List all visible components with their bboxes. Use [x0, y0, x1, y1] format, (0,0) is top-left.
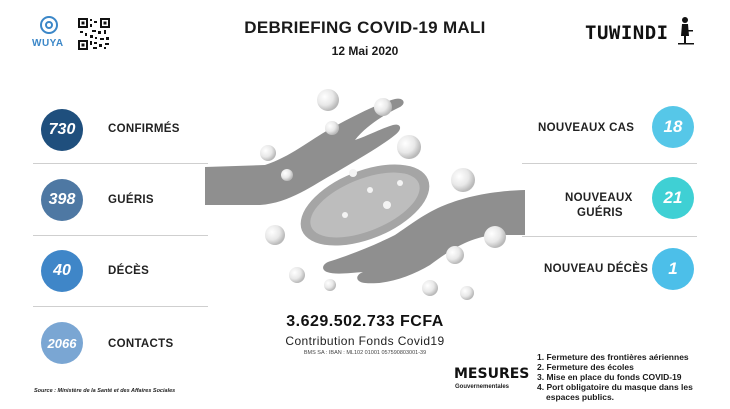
wuya-ring-icon [40, 16, 58, 34]
new-cases-count-badge: 18 [652, 106, 694, 148]
qr-code-icon [78, 18, 110, 50]
contacts-label: CONTACTS [108, 338, 174, 350]
new-recovered-count-badge: 21 [652, 177, 694, 219]
divider [33, 235, 208, 236]
mesures-subtitle: Gouvernementales [455, 384, 510, 390]
tuwindi-figure-icon [678, 16, 694, 46]
divider [33, 306, 208, 307]
wuya-logo-text: WUYA [32, 38, 64, 49]
fund-bank-details: BMS SA : IBAN : ML102 01001 057590803001-39 [303, 350, 427, 356]
deaths-label: DÉCÈS [108, 265, 150, 277]
page-date: 12 Mai 2020 [331, 44, 399, 58]
list-item: 1. Fermeture des frontières aériennes [537, 352, 689, 362]
measures-list [537, 352, 727, 402]
divider [33, 163, 208, 164]
recovered-label: GUÉRIS [108, 194, 154, 206]
new-recovered-label-line1: NOUVEAUX [565, 192, 633, 204]
new-deaths-count-badge: 1 [652, 248, 694, 290]
deaths-count-badge: 40 [41, 250, 83, 292]
tuwindi-logo-text: TUWINDI [585, 22, 669, 44]
page-title: DEBRIEFING COVID-19 MALI [244, 18, 486, 37]
contacts-count-badge: 2066 [41, 322, 83, 364]
list-item: 2. Fermeture des écoles [537, 362, 634, 372]
divider [522, 236, 697, 237]
confirmed-count-badge: 730 [41, 109, 83, 151]
new-deaths-label: NOUVEAU DÉCÈS [544, 263, 649, 275]
mesures-title: MESURES [454, 366, 530, 382]
list-item: 4. Port obligatoire du masque dans les [537, 382, 693, 392]
list-item: 3. Mise en place du fonds COVID-19 [537, 372, 682, 382]
recovered-count-badge: 398 [41, 179, 83, 221]
confirmed-label: CONFIRMÉS [108, 123, 180, 135]
new-cases-label: NOUVEAUX CAS [538, 122, 635, 134]
source-note: Source : Ministère de la Santé et des Affaires Sociales [34, 388, 176, 394]
new-recovered-label-line2: GUÉRIS [577, 207, 623, 219]
list-item: espaces publics. [546, 392, 615, 402]
fund-amount: 3.629.502.733 FCFA [286, 313, 444, 330]
divider [522, 163, 697, 164]
hand-washing-illustration [205, 85, 525, 300]
fund-label: Contribution Fonds Covid19 [285, 334, 445, 348]
wuya-logo [28, 14, 74, 52]
